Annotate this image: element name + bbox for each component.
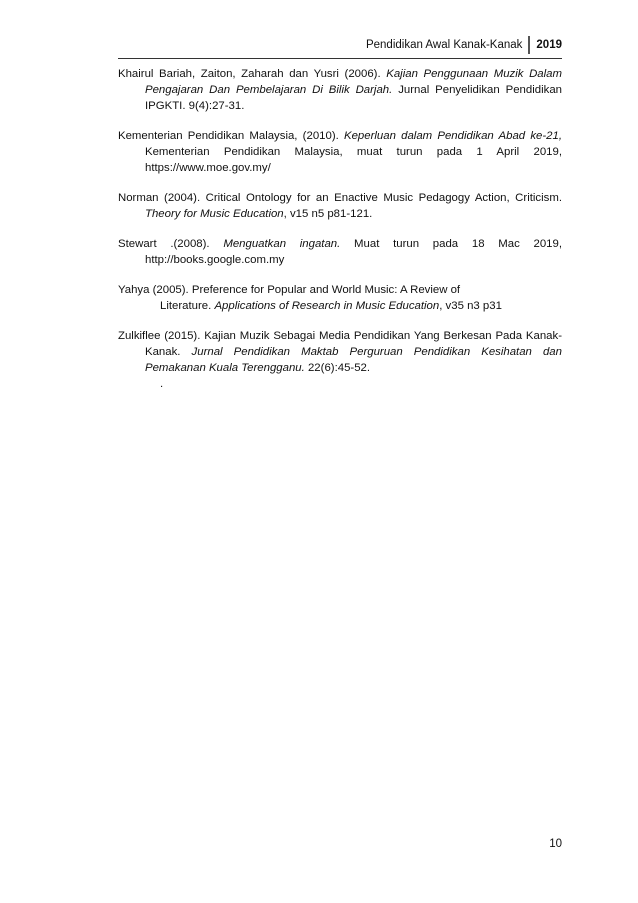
reference-continuation: Literature. Applications of Research in Music Education, v35 n3 p31 xyxy=(160,300,502,312)
reference-entry: Yahya (2005). Preference for Popular and World Music: A Review of Literature. Applications of Research in Music Education, v35 n3 p31 xyxy=(118,282,562,314)
reference-entry: Stewart .(2008). Menguatkan ingatan. Muat turun pada 18 Mac 2019, http://books.google.com.my xyxy=(118,238,563,266)
reference-title: Keperluan dalam Pendidikan Abad ke-21, xyxy=(344,130,562,142)
reference-title: Kajian Penggunaan Muzik Dalam Pengajaran Dan Pembelajaran Di Bilik Darjah. xyxy=(145,68,562,96)
reference-title: Jurnal Pendidikan Maktab Perguruan Pendidikan Kesihatan dan Pemakanan Kuala Terengganu. xyxy=(145,346,562,374)
reference-entry: Kementerian Pendidikan Malaysia, (2010). Keperluan dalam Pendidikan Abad ke-21, Kementerian Pendidikan Malaysia, muat turun pada 1 April 2019, https://www.moe.gov.my/ xyxy=(118,130,562,174)
reference-title: Menguatkan ingatan. xyxy=(223,238,341,250)
header-title: Pendidikan Awal Kanak-Kanak xyxy=(365,39,523,51)
reference-title: Applications of Research in Music Education xyxy=(214,300,440,312)
page-number: 10 xyxy=(549,838,562,850)
header-year: 2019 xyxy=(528,36,562,54)
running-header xyxy=(366,36,562,54)
trailing-dot: . xyxy=(160,378,164,390)
reference-entry: Zulkiflee (2015). Kajian Muzik Sebagai Media Pendidikan Yang Berkesan Pada Kanak-Kanak. Jurnal Pendidikan Maktab Perguruan Pendidikan Kesihatan dan Pemakanan Kuala Terengganu. 22(6):45-52. xyxy=(118,330,562,374)
reference-title: Theory for Music Education xyxy=(145,208,284,220)
reference-list xyxy=(118,66,562,392)
reference-entry: Khairul Bariah, Zaiton, Zaharah dan Yusri (2006). Kajian Penggunaan Muzik Dalam Pengajaran Dan Pembelajaran Di Bilik Darjah. Jurnal Penyelidikan Pendidikan IPGKTI. 9(4):27-31. xyxy=(118,68,562,112)
reference-entry: Norman (2004). Critical Ontology for an Enactive Music Pedagogy Action, Criticism. Theory for Music Education, v15 n5 p81-121. xyxy=(118,192,562,220)
header-rule xyxy=(118,58,562,59)
